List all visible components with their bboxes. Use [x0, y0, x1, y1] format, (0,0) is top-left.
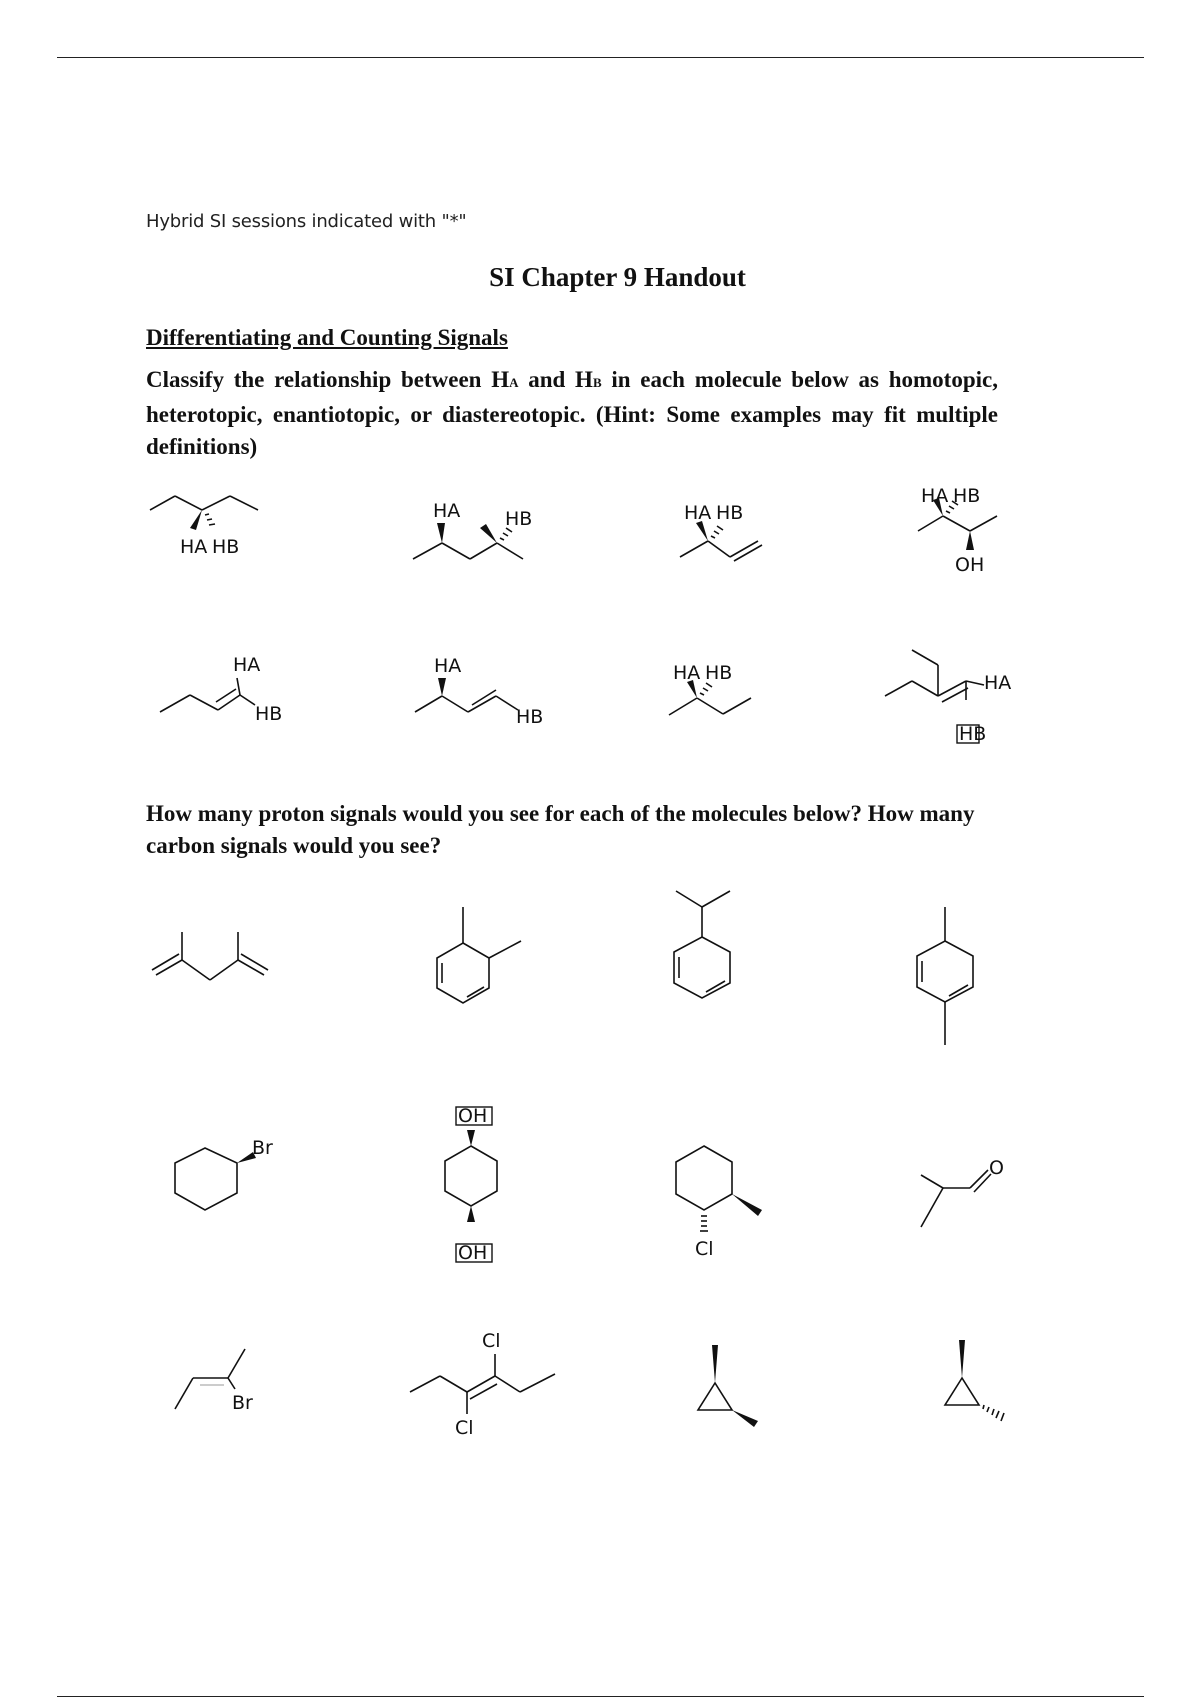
- label-hb: HB: [959, 723, 987, 745]
- molecule-b11: [688, 1343, 768, 1433]
- molecule-b2: [425, 905, 535, 1015]
- label-cl-top: Cl: [482, 1330, 501, 1352]
- question-classify: Classify the relationship between HA and HB in each molecule below as homotopic, heterotopic, enantiotopic, or diastereotopic. (Hint: Some examples may fit multiple definitions): [146, 367, 998, 459]
- label-o: O: [989, 1157, 1004, 1179]
- molecule-a2: [405, 495, 545, 570]
- molecule-a3: [678, 497, 798, 567]
- molecule-a5: [155, 650, 295, 730]
- top-rule: [57, 57, 1144, 58]
- label-hb: HB: [255, 703, 283, 725]
- molecule-b4: [905, 905, 985, 1050]
- label-ha: HA: [684, 502, 712, 524]
- molecule-b7: [670, 1140, 780, 1270]
- molecule-b9: [170, 1345, 270, 1425]
- label-hb: HB: [516, 706, 544, 728]
- label-oh-top: OH: [458, 1105, 488, 1127]
- molecule-a4: [915, 484, 1025, 584]
- label-ha: HA: [673, 662, 701, 684]
- label-hb: HB: [705, 662, 733, 684]
- molecule-a1: [140, 490, 280, 570]
- page-title: SI Chapter 9 Handout: [489, 262, 746, 292]
- label-ha: HA: [180, 536, 208, 558]
- label-oh: OH: [955, 554, 985, 576]
- molecule-a6: [410, 648, 560, 733]
- question-count-signals: How many proton signals would you see for each of the molecules below? How many carbon signals would you see?: [146, 801, 975, 858]
- label-hb: HB: [953, 485, 981, 507]
- label-hb: HB: [716, 502, 744, 524]
- label-ha: HA: [433, 500, 461, 522]
- label-cl-bottom: Cl: [455, 1417, 474, 1439]
- section-heading: Differentiating and Counting Signals: [146, 325, 508, 350]
- molecule-b10: [405, 1328, 565, 1443]
- label-ha: HA: [921, 485, 949, 507]
- label-hb: HB: [212, 536, 240, 558]
- molecule-a7: [665, 658, 785, 728]
- molecule-b5: [165, 1128, 285, 1228]
- label-cl: Cl: [695, 1238, 714, 1260]
- label-br: Br: [252, 1137, 273, 1159]
- hybrid-note: Hybrid SI sessions indicated with "*": [146, 211, 467, 232]
- label-oh-bottom: OH: [458, 1242, 488, 1264]
- molecule-b3: [668, 885, 768, 1015]
- label-br: Br: [232, 1392, 253, 1414]
- molecule-b1: [148, 928, 278, 1008]
- label-ha: HA: [984, 672, 1012, 694]
- molecule-b6: [425, 1100, 515, 1270]
- label-ha: HA: [434, 655, 462, 677]
- molecule-b12: [935, 1338, 1025, 1428]
- molecule-a8: [880, 630, 1030, 750]
- molecule-b8: [915, 1155, 1015, 1235]
- bottom-rule: [57, 1696, 1144, 1697]
- label-ha: HA: [233, 654, 261, 676]
- label-hb: HB: [505, 508, 533, 530]
